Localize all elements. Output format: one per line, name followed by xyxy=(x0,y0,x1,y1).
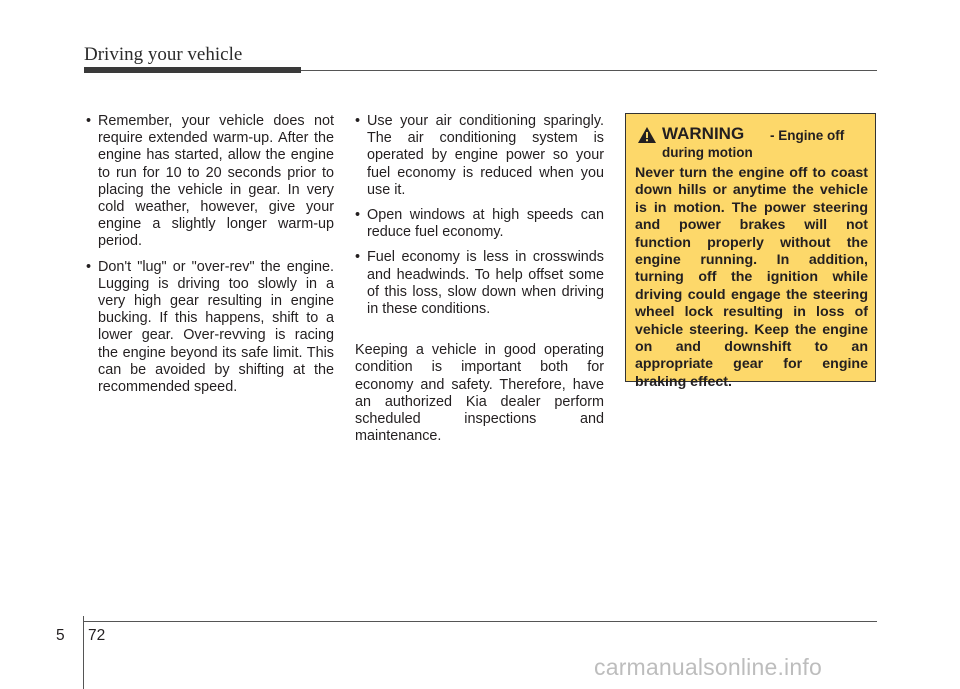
bullet-text: Remember, your vehicle does not require extended warm-up. After the engine has started, allow the engine to run for 10 to 20 seconds prior to placing the vehicle in gear. In very cold weather, however, give your engine a slightly longer warm-up period. xyxy=(98,113,334,250)
warning-triangle-icon xyxy=(637,126,657,144)
bullet-item xyxy=(355,207,604,241)
page-header-title: Driving your vehicle xyxy=(84,44,243,65)
bullet-dot: • xyxy=(355,207,361,224)
warning-title: WARNING xyxy=(662,124,745,143)
bullet-text: Don't "lug" or "over-rev" the engine. Lugging is driving too slowly in a very high gear resulting in engine bucking. If this happens, shift to a lower gear. Over-revving is racing the engine beyond its safe limit. This can be avoided by shifting at the recommended speed. xyxy=(98,258,334,396)
middle-column xyxy=(355,113,604,445)
warning-body: Never turn the engine off to coast down hills or anytime the vehicle is in motion. The power steering and power brakes will not function properly without the engine running. In addition, turning off the ignition while driving could engage the steering wheel lock resulting in loss of vehicle steering. Keep the engine on and downshift to an appropriate gear for engine braking effect. xyxy=(635,165,868,390)
bullet-text: Use your air conditioning sparingly. The air conditioning system is operated by engine power so your fuel economy is reduced when you use it. xyxy=(367,113,604,198)
bullet-item xyxy=(355,249,604,318)
warning-subtitle-line2: during motion xyxy=(662,145,753,160)
body-paragraph: Keeping a vehicle in good operating condition is important both for economy and safety. Therefore, have an authorized Kia dealer perform scheduled inspections and maintenance. xyxy=(355,342,604,445)
bullet-item xyxy=(355,113,604,199)
bullet-text: Open windows at high speeds can reduce fuel economy. xyxy=(367,207,604,241)
footer-vertical-line xyxy=(83,616,84,689)
bullet-dot: • xyxy=(86,113,92,129)
header-rule xyxy=(301,70,877,71)
header-bar xyxy=(84,67,301,73)
chapter-number: 5 xyxy=(56,627,65,644)
bullet-dot: • xyxy=(355,249,361,266)
bullet-text: Fuel economy is less in crosswinds and headwinds. To help offset some of this loss, slow down when driving in these conditions. xyxy=(367,249,604,318)
warning-box xyxy=(625,113,876,390)
bullet-item xyxy=(86,113,334,251)
bullet-dot: • xyxy=(355,113,361,129)
bullet-dot: • xyxy=(86,258,92,275)
left-column xyxy=(86,113,334,404)
watermark: carmanualsonline.info xyxy=(594,654,822,680)
bullet-item xyxy=(86,259,334,397)
page-number: 72 xyxy=(88,627,106,644)
footer-rule xyxy=(84,621,877,622)
warning-subtitle-line1: - Engine off xyxy=(770,128,845,143)
